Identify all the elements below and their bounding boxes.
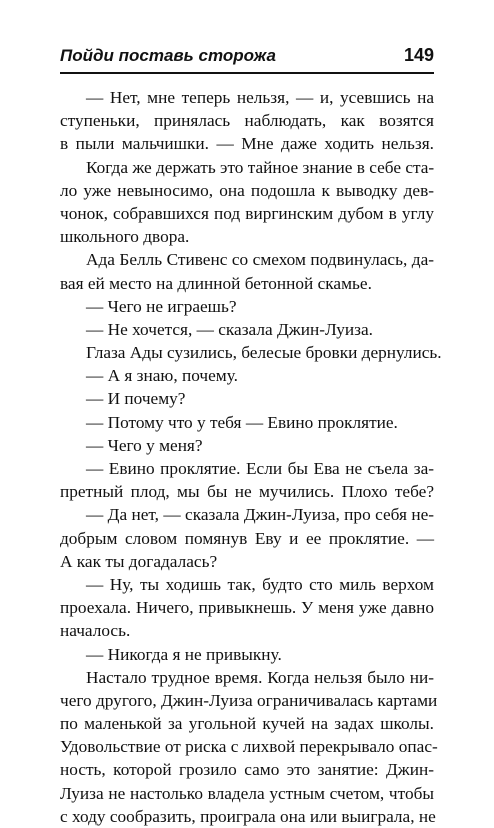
text-line: — Ну, ты ходишь так, будто сто миль верхом (86, 574, 434, 594)
text-line: — Потому что у тебя — Евино проклятие. (86, 412, 398, 432)
text-line: А как ты догадалась? (60, 551, 218, 571)
text-line: чего другого, Джин-Луиза ограничивалась картами (60, 690, 438, 710)
text-line: с ходу сообразить, проиграла она или выиграла, не (60, 806, 436, 826)
text-line: Глаза Ады сузились, белесые бровки дернулись. (86, 343, 442, 363)
text-line: претный плод, мы бы не мучились. Плохо тебе? (60, 482, 434, 502)
text-line: школьного двора. (60, 227, 190, 247)
text-line: по маленькой за угольной кучей на задах школы. (60, 714, 434, 734)
text-line: — Да нет, — сказала Джин-Луиза, про себя не- (86, 505, 434, 525)
text-line: — Никогда я не привыкну. (86, 644, 282, 664)
text-line: Луиза не настолько владела устным счетом, чтобы (60, 783, 434, 803)
text-line: Ада Белль Стивенс со смехом подвинулась, да- (86, 250, 434, 270)
text-line: — А я знаю, почему. (86, 366, 238, 386)
text-line: Удовольствие от риска с лихвой перекрывало опас- (60, 737, 438, 757)
text-line: чонок, собравшихся под виргинским дубом в углу (60, 203, 434, 223)
running-title: Пойди поставь сторожа (60, 46, 276, 65)
text-line: в пыли мальчишки. — Мне даже ходить нельзя. (60, 134, 434, 154)
text-line: ступеньки, принялась наблюдать, как возятся (60, 111, 434, 131)
text-line: Настало трудное время. Когда нельзя было ни- (86, 667, 434, 687)
text-line: добрым словом помянув Еву и ее проклятие. — (60, 528, 434, 548)
text-line: — Чего не играешь? (86, 296, 237, 316)
page-header (60, 44, 434, 74)
text-line: — Чего у меня? (86, 435, 203, 455)
text-line: — Нет, мне теперь нельзя, — и, усевшись на (86, 88, 434, 107)
text-line: — Не хочется, — сказала Джин-Луиза. (86, 319, 373, 339)
text-line: ло уже невыносимо, она подошла к выводку дев- (60, 180, 434, 200)
text-line: — И почему? (86, 389, 186, 409)
text-line: Когда же держать это тайное знание в себе ста- (86, 157, 435, 177)
text-line: ность, которой грозило само это занятие: Джин- (60, 760, 434, 780)
text-line: проехала. Ничего, привыкнешь. У меня уже давно (60, 598, 434, 618)
page-number: 149 (403, 45, 434, 65)
text-line: — Евино проклятие. Если бы Ева не съела за- (86, 459, 434, 478)
text-line: началось. (60, 621, 131, 641)
text-line: вая ей место на длинной бетонной скамье. (60, 273, 372, 293)
body-text (60, 86, 442, 828)
